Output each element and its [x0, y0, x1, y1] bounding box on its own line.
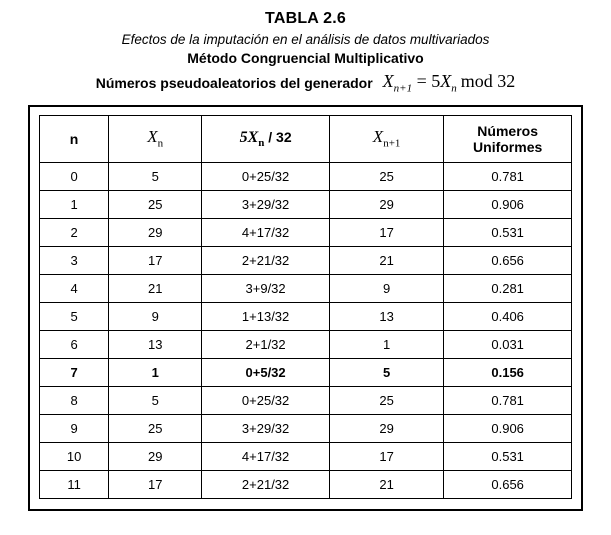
cell-index: 0: [40, 162, 109, 190]
table-head: [40, 115, 572, 162]
cell-uniform: 0.656: [444, 470, 572, 498]
table-row: [40, 414, 572, 442]
cell-uniform: 0.656: [444, 246, 572, 274]
cell-xn: 9: [109, 302, 202, 330]
cell-calculation: 3+29/32: [202, 190, 330, 218]
column-header-calculation: $5X_n / 32$: [202, 115, 330, 162]
table-row: [40, 218, 572, 246]
cell-index: 3: [40, 246, 109, 274]
pseudorandom-table: [39, 115, 572, 499]
cell-calculation: 4+17/32: [202, 218, 330, 246]
table-row: [40, 358, 572, 386]
table-row: [40, 470, 572, 498]
cell-xn: 25: [109, 414, 202, 442]
cell-xn1: 25: [329, 162, 443, 190]
cell-calculation: 0+25/32: [202, 386, 330, 414]
cell-calculation: 3+9/32: [202, 274, 330, 302]
cell-calculation: 2+21/32: [202, 470, 330, 498]
cell-xn: 5: [109, 162, 202, 190]
cell-uniform: 0.406: [444, 302, 572, 330]
formula-lhs-sub: n+1: [393, 82, 413, 95]
cell-uniform: 0.781: [444, 386, 572, 414]
cell-xn1: 29: [329, 414, 443, 442]
cell-index: 10: [40, 442, 109, 470]
table-body: [40, 162, 572, 498]
cell-calculation: 0+5/32: [202, 358, 330, 386]
cell-uniform: 0.156: [444, 358, 572, 386]
cell-xn1: 9: [329, 274, 443, 302]
formula-lhs-var: X: [382, 71, 394, 91]
cell-index: 7: [40, 358, 109, 386]
cell-xn: 29: [109, 218, 202, 246]
cell-uniform: 0.906: [444, 190, 572, 218]
column-header-xn1: $X_{n+1}$: [329, 115, 443, 162]
table-row: [40, 190, 572, 218]
formula-coefficient: 5: [431, 71, 441, 91]
column-header-n: n: [40, 115, 109, 162]
column-header-xn: $X_n$: [109, 115, 202, 162]
cell-xn: 5: [109, 386, 202, 414]
cell-xn1: 1: [329, 330, 443, 358]
cell-calculation: 2+21/32: [202, 246, 330, 274]
cell-xn: 17: [109, 246, 202, 274]
cell-xn1: 5: [329, 358, 443, 386]
generator-label: Números pseudoaleatorios del generador: [95, 74, 373, 91]
cell-xn: 25: [109, 190, 202, 218]
cell-xn1: 13: [329, 302, 443, 330]
cell-xn1: 25: [329, 386, 443, 414]
formula-mod: mod 32: [460, 71, 516, 91]
cell-uniform: 0.031: [444, 330, 572, 358]
generator-formula: [383, 71, 516, 95]
cell-index: 11: [40, 470, 109, 498]
cell-uniform: 0.531: [444, 218, 572, 246]
table-header-row: [40, 115, 572, 162]
cell-xn: 1: [109, 358, 202, 386]
cell-uniform: 0.531: [444, 442, 572, 470]
table-row: [40, 442, 572, 470]
cell-calculation: 3+29/32: [202, 414, 330, 442]
column-header-uniform-numbers: Números Uniformes: [444, 115, 572, 162]
cell-index: 2: [40, 218, 109, 246]
cell-index: 6: [40, 330, 109, 358]
cell-calculation: 4+17/32: [202, 442, 330, 470]
table-row: [40, 274, 572, 302]
table-row: [40, 246, 572, 274]
cell-xn1: 29: [329, 190, 443, 218]
cell-xn: 17: [109, 470, 202, 498]
table-container: [28, 105, 583, 511]
cell-xn1: 21: [329, 470, 443, 498]
cell-index: 4: [40, 274, 109, 302]
cell-calculation: 0+25/32: [202, 162, 330, 190]
cell-xn: 29: [109, 442, 202, 470]
cell-uniform: 0.281: [444, 274, 572, 302]
cell-xn: 13: [109, 330, 202, 358]
cell-index: 5: [40, 302, 109, 330]
cell-calculation: 2+1/32: [202, 330, 330, 358]
table-row: [40, 302, 572, 330]
cell-index: 8: [40, 386, 109, 414]
cell-xn: 21: [109, 274, 202, 302]
document-subtitle-method: Método Congruencial Multiplicativo: [187, 50, 424, 66]
cell-index: 9: [40, 414, 109, 442]
cell-index: 1: [40, 190, 109, 218]
table-row: [40, 162, 572, 190]
formula-rhs-sub: n: [451, 82, 457, 95]
generator-line: [22, 71, 589, 95]
page-title: TABLA 2.6: [265, 10, 346, 27]
formula-equals: =: [416, 71, 427, 91]
document-subtitle-italic: Efectos de la imputación en el análisis de datos multivariados: [121, 32, 490, 47]
cell-xn1: 17: [329, 442, 443, 470]
table-row: [40, 330, 572, 358]
table-row: [40, 386, 572, 414]
cell-xn1: 21: [329, 246, 443, 274]
cell-uniform: 0.906: [444, 414, 572, 442]
formula-rhs-var: X: [440, 71, 452, 91]
cell-xn1: 17: [329, 218, 443, 246]
cell-calculation: 1+13/32: [202, 302, 330, 330]
cell-uniform: 0.781: [444, 162, 572, 190]
